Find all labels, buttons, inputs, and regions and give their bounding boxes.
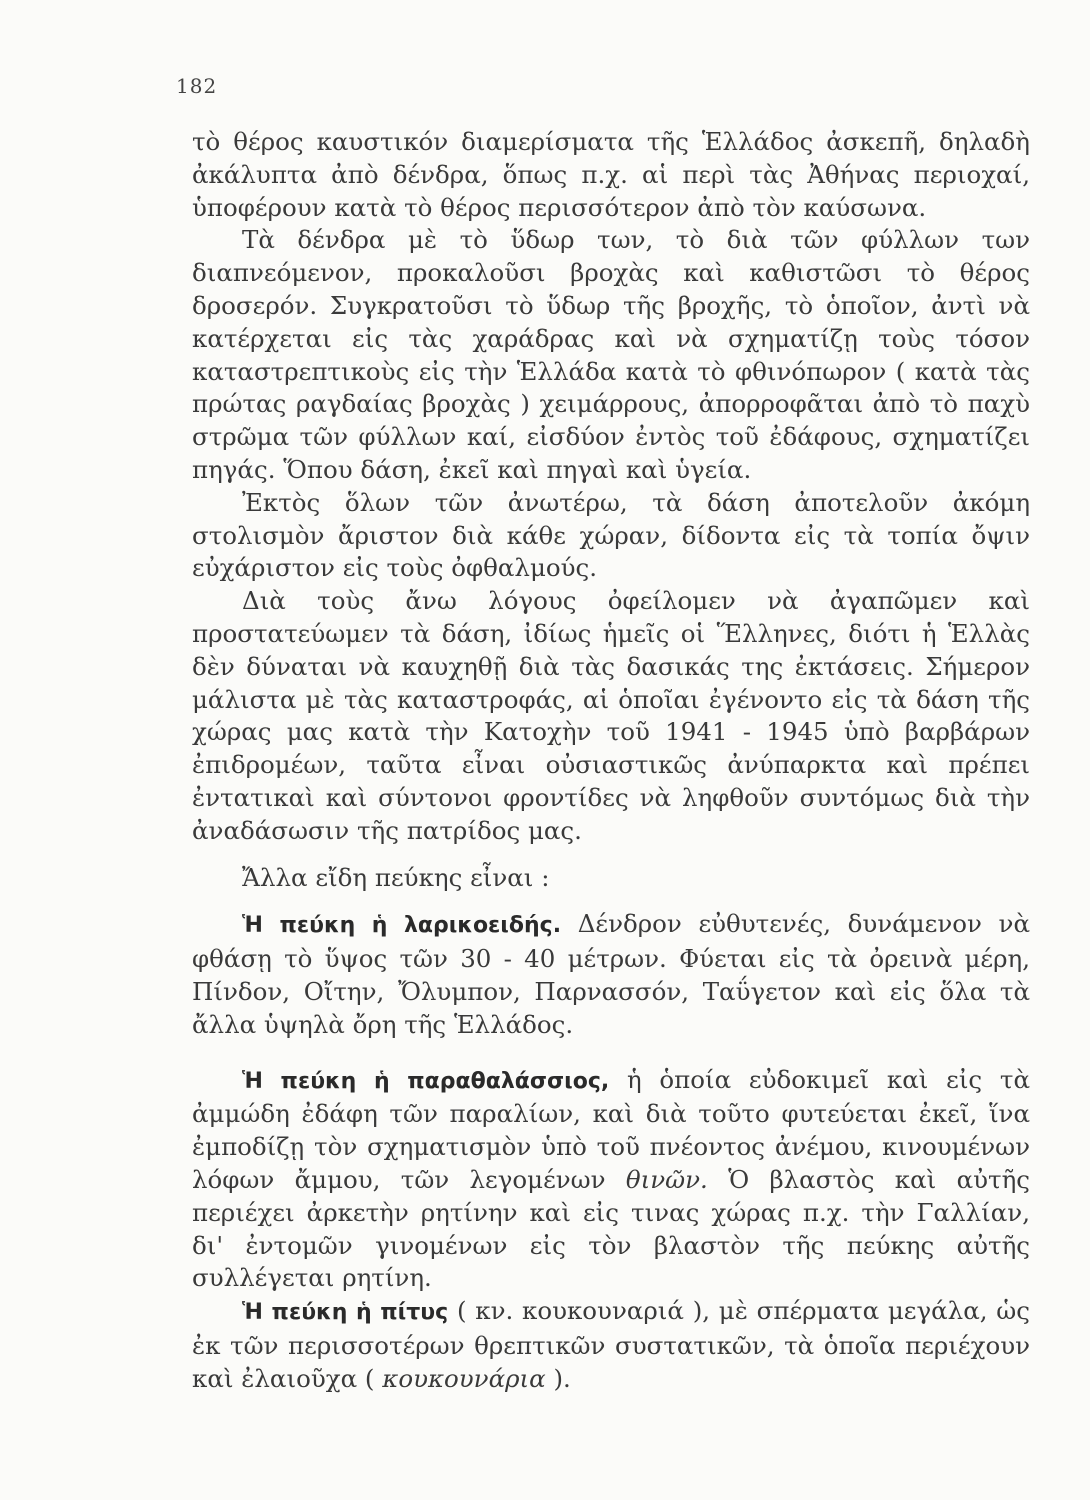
body-text <box>192 126 1030 1395</box>
paragraph-5: Ἄλλα εἴδη πεύκης εἶναι : <box>242 862 550 892</box>
paragraph-7 <box>192 1064 1030 1296</box>
paragraph-2: Τὰ δένδρα μὲ τὸ ὕδωρ των, τὸ διὰ τῶν φύλλων των διαπνεόμενον, προκαλοῦσι βροχὰς καὶ καθιστῶσι τὸ θέρος δροσερόν. Συγκρατοῦσι τὸ ὕδωρ τῆς βροχῆς, τὸ ὁποῖον, ἀντὶ νὰ κατέρχεται εἰς τὰς χαράδρας καὶ νὰ σχηματίζῃ τοὺς τόσον καταστρεπτικοὺς εἰς τὴν Ἑλλάδα κατὰ τὸ φθινόπωρον ( κατὰ τὰς πρώτας ραγδαίας βροχὰς ) χειμάρρους, ἀπορροφᾶται ἀπὸ τὸ παχὺ στρῶμα τῶν φύλλων καί, εἰσδύον ἐντὸς τοῦ ἐδάφους, σχηματίζει πηγάς. Ὅπου δάση, ἐκεῖ καὶ πηγαὶ καὶ ὑγεία. <box>192 225 1030 484</box>
species-description: Ὁ βλαστὸς καὶ αὐτῆς περιέχει ἀρκετὴν ρητίνην καὶ εἰς τινας χώρας π.χ. τὴν Γαλλίαν, δι' ἐντομῶν γινομένων εἰς τὸν βλαστὸν τῆς πεύκης αὐτῆς συλλέγεται ρητίνη. <box>192 1164 1030 1293</box>
species-description: ). <box>545 1363 571 1393</box>
page-number: 182 <box>176 74 218 98</box>
paragraph-6 <box>192 908 1030 1041</box>
species-term-pitys: Ἡ πεύκη ἡ πίτυς <box>242 1300 449 1326</box>
species-description: ( κν. κουκουναριά ), μὲ σπέρματα μεγάλα, ὡς ἐκ τῶν περισσοτέρων θρεπτικῶν συστατικῶν, τὰ ὁποῖα περιέχουν καὶ ἐλαιοῦχα ( <box>192 1296 1031 1393</box>
italic-term: θινῶν. <box>625 1164 708 1194</box>
species-term-larikoeidis: Ἡ πεύκη ἡ λαρικοειδής. <box>242 913 562 939</box>
paragraph-4: Διὰ τοὺς ἄνω λόγους ὀφείλομεν νὰ ἀγαπῶμεν καὶ προστατεύωμεν τὰ δάση, ἰδίως ἡμεῖς οἱ Ἕλληνες, διότι ἡ Ἑλλὰς δὲν δύναται νὰ καυχηθῇ διὰ τὰς δασικάς της ἐκτάσεις. Σήμερον μάλιστα μὲ τὰς καταστροφάς, αἱ ὁποῖαι ἐγένοντο εἰς τὰ δάση τῆς χώρας μας κατὰ τὴν Κατοχὴν τοῦ 1941 - 1945 ὑπὸ βαρβάρων ἐπιδρομέων, ταῦτα εἶναι οὐσιαστικῶς ἀνύπαρκτα καὶ πρέπει ἐντατικαὶ καὶ σύντονοι φροντίδες νὰ ληφθοῦν συντόμως διὰ τὴν ἀναδάσωσιν τῆς πατρίδος μας. <box>192 586 1030 845</box>
paragraph-8 <box>192 1295 1030 1395</box>
italic-term: κουκουνάρια <box>382 1363 546 1393</box>
species-description: Δένδρον εὐθυτενές, δυνάμενον νὰ φθάσῃ τὸ ὕψος τῶν 30 - 40 μέτρων. Φύεται εἰς τὰ ὀρεινὰ μέρη, Πίνδον, Οἴτην, Ὄλυμπον, Παρνασσόν, Ταΰγετον καὶ εἰς ὅλα τὰ ἄλλα ὑψηλὰ ὄρη τῆς Ἑλλάδος. <box>192 909 1030 1039</box>
species-term-parathalassios: Ἡ πεύκη ἡ παραθαλάσσιος, <box>242 1068 610 1094</box>
species-description: ἡ ὁποία εὐδοκιμεῖ καὶ εἰς τὰ ἀμμώδη ἐδάφη τῶν παραλίων, καὶ διὰ τοῦτο φυτεύεται ἐκεῖ, ἵνα ἐμποδίζῃ τὸν σχηματισμὸν ὑπὸ τοῦ πνέοντος ἀνέμου, κινουμένων λόφων ἄμμου, τῶν λεγομένων <box>192 1064 1030 1194</box>
paragraph-1: τὸ θέρος καυστικόν διαμερίσματα τῆς Ἑλλάδος ἀσκεπῆ, δηλαδὴ ἀκάλυπτα ἀπὸ δένδρα, ὅπως π.χ. αἱ περὶ τὰς Ἀθήνας περιοχαί, ὑποφέρουν κατὰ τὸ θέρος περισσότερον ἀπὸ τὸν καύσωνα. <box>192 127 1030 222</box>
paragraph-3: Ἐκτὸς ὅλων τῶν ἀνωτέρω, τὰ δάση ἀποτελοῦν ἀκόμη στολισμὸν ἄριστον διὰ κάθε χώραν, δίδοντα εἰς τὰ τοπία ὄψιν εὐχάριστον εἰς τοὺς ὀφθαλμούς. <box>192 487 1030 583</box>
